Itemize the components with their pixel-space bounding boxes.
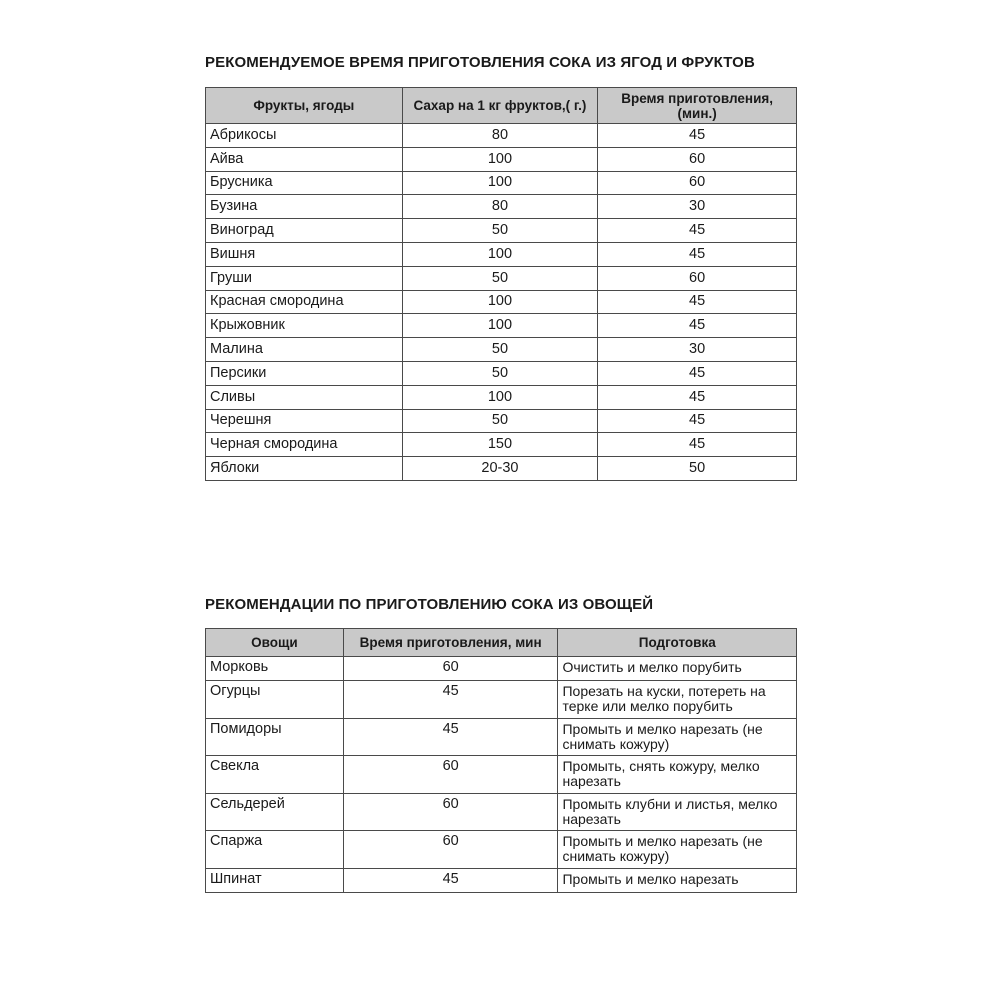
vegetable-name-cell: Сельдерей [206, 793, 344, 831]
cooking-time-cell: 45 [598, 385, 797, 409]
sugar-amount-cell: 100 [402, 385, 598, 409]
fruit-name-cell: Крыжовник [206, 314, 403, 338]
cooking-time-cell: 45 [598, 290, 797, 314]
table-row [206, 147, 797, 171]
sugar-amount-cell: 20-30 [402, 457, 598, 481]
fruit-name-cell: Красная смородина [206, 290, 403, 314]
table-row [206, 266, 797, 290]
preparation-cell: Промыть, снять кожуру, мелко нарезать [558, 756, 797, 794]
preparation-cell: Порезать на куски, потереть на терке или мелко порубить [558, 681, 797, 719]
table-row [206, 171, 797, 195]
fruit-name-cell: Вишня [206, 242, 403, 266]
table-row [206, 657, 797, 681]
table-row [206, 290, 797, 314]
cooking-time-cell: 45 [598, 409, 797, 433]
column-header-preparation: Подготовка [558, 629, 797, 657]
table-row [206, 361, 797, 385]
table-row [206, 124, 797, 148]
sugar-amount-cell: 100 [402, 147, 598, 171]
sugar-amount-cell: 150 [402, 433, 598, 457]
table-row [206, 718, 797, 756]
sugar-amount-cell: 50 [402, 409, 598, 433]
sugar-amount-cell: 50 [402, 338, 598, 362]
cooking-time-cell: 45 [343, 681, 558, 719]
table-row [206, 868, 797, 892]
sugar-amount-cell: 100 [402, 171, 598, 195]
fruit-name-cell: Яблоки [206, 457, 403, 481]
preparation-cell: Очистить и мелко порубить [558, 657, 797, 681]
vegetable-name-cell: Спаржа [206, 831, 344, 869]
table-row [206, 385, 797, 409]
table-row [206, 457, 797, 481]
cooking-time-cell: 30 [598, 338, 797, 362]
veg-table-title: РЕКОМЕНДАЦИИ ПО ПРИГОТОВЛЕНИЮ СОКА ИЗ ОВОЩЕЙ [205, 596, 654, 613]
fruit-name-cell: Бузина [206, 195, 403, 219]
fruit-name-cell: Груши [206, 266, 403, 290]
cooking-time-cell: 45 [598, 219, 797, 243]
cooking-time-cell: 45 [343, 868, 558, 892]
cooking-time-cell: 45 [598, 433, 797, 457]
cooking-time-cell: 45 [598, 124, 797, 148]
column-header-time: Время приготовления, (мин.) [598, 88, 797, 124]
column-header-vegetable: Овощи [206, 629, 344, 657]
vegetable-name-cell: Помидоры [206, 718, 344, 756]
sugar-amount-cell: 100 [402, 314, 598, 338]
vegetable-name-cell: Свекла [206, 756, 344, 794]
table-row [206, 219, 797, 243]
cooking-time-cell: 60 [343, 831, 558, 869]
sugar-amount-cell: 80 [402, 195, 598, 219]
cooking-time-cell: 60 [343, 793, 558, 831]
table-row [206, 242, 797, 266]
vegetable-name-cell: Морковь [206, 657, 344, 681]
preparation-cell: Промыть и мелко нарезать (не снимать кожуру) [558, 831, 797, 869]
fruit-name-cell: Персики [206, 361, 403, 385]
cooking-time-cell: 60 [598, 171, 797, 195]
fruit-name-cell: Черешня [206, 409, 403, 433]
table-row [206, 409, 797, 433]
sugar-amount-cell: 50 [402, 219, 598, 243]
cooking-time-cell: 60 [343, 756, 558, 794]
table-row [206, 338, 797, 362]
column-header-time: Время приготовления, мин [343, 629, 558, 657]
fruit-table-title: РЕКОМЕНДУЕМОЕ ВРЕМЯ ПРИГОТОВЛЕНИЯ СОКА ИЗ ЯГОД И ФРУКТОВ [205, 54, 755, 71]
cooking-time-cell: 60 [598, 266, 797, 290]
table-row [206, 314, 797, 338]
table-row [206, 756, 797, 794]
cooking-time-cell: 30 [598, 195, 797, 219]
fruit-name-cell: Черная смородина [206, 433, 403, 457]
cooking-time-cell: 60 [598, 147, 797, 171]
column-header-sugar: Сахар на 1 кг фруктов,( г.) [402, 88, 598, 124]
cooking-time-cell: 45 [598, 314, 797, 338]
table-row [206, 793, 797, 831]
column-header-fruit: Фрукты, ягоды [206, 88, 403, 124]
cooking-time-cell: 45 [598, 361, 797, 385]
cooking-time-cell: 50 [598, 457, 797, 481]
fruit-table-body [206, 124, 797, 481]
sugar-amount-cell: 50 [402, 361, 598, 385]
cooking-time-cell: 60 [343, 657, 558, 681]
table-row [206, 195, 797, 219]
vegetable-juice-table [205, 628, 797, 893]
table-row [206, 681, 797, 719]
fruit-name-cell: Брусника [206, 171, 403, 195]
vegetable-name-cell: Шпинат [206, 868, 344, 892]
preparation-cell: Промыть и мелко нарезать [558, 868, 797, 892]
vegetable-name-cell: Огурцы [206, 681, 344, 719]
fruit-juice-table [205, 87, 797, 481]
sugar-amount-cell: 100 [402, 242, 598, 266]
table-header-row [206, 629, 797, 657]
fruit-name-cell: Малина [206, 338, 403, 362]
table-header-row [206, 88, 797, 124]
cooking-time-cell: 45 [598, 242, 797, 266]
cooking-time-cell: 45 [343, 718, 558, 756]
preparation-cell: Промыть клубни и листья, мелко нарезать [558, 793, 797, 831]
fruit-name-cell: Абрикосы [206, 124, 403, 148]
sugar-amount-cell: 80 [402, 124, 598, 148]
sugar-amount-cell: 50 [402, 266, 598, 290]
fruit-name-cell: Айва [206, 147, 403, 171]
veg-table-body [206, 657, 797, 893]
preparation-cell: Промыть и мелко нарезать (не снимать кожуру) [558, 718, 797, 756]
sugar-amount-cell: 100 [402, 290, 598, 314]
table-row [206, 831, 797, 869]
fruit-name-cell: Сливы [206, 385, 403, 409]
fruit-name-cell: Виноград [206, 219, 403, 243]
table-row [206, 433, 797, 457]
